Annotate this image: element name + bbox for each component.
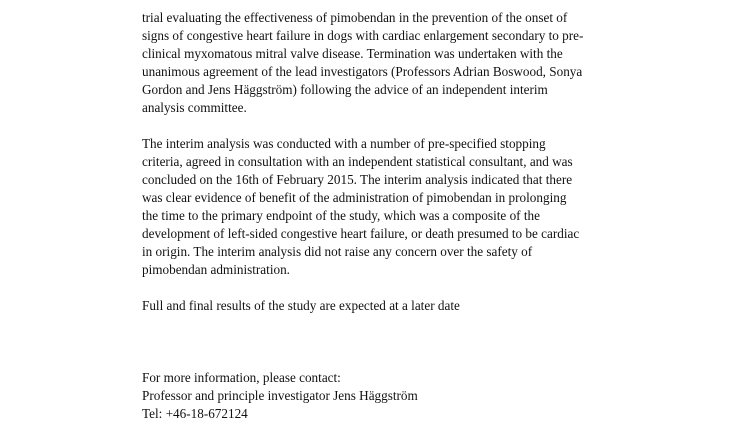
- paragraph-line: in origin. The interim analysis did not raise any concern over the safety of: [142, 244, 533, 259]
- paragraph-spacer: [142, 279, 612, 297]
- document-page: [142, 0, 612, 423]
- paragraph-line: Full and final results of the study are expected at a later date: [142, 298, 460, 313]
- contact-phone: Tel: +46-18-672124: [142, 406, 248, 421]
- contact-heading: For more information, please contact:: [142, 370, 341, 385]
- paragraph-line: analysis committee.: [142, 100, 247, 115]
- paragraph-termination: [142, 9, 612, 117]
- contact-name: Professor and principle investigator Jens Häggström: [142, 388, 418, 403]
- section-spacer: [142, 315, 612, 369]
- paragraph-line: criteria, agreed in consultation with an independent statistical consultant, and was: [142, 154, 573, 169]
- paragraph-line: the time to the primary endpoint of the study, which was a composite of the: [142, 208, 540, 223]
- paragraph-line: concluded on the 16th of February 2015. The interim analysis indicated that there: [142, 172, 573, 187]
- paragraph-line: clinical myxomatous mitral valve disease. Termination was undertaken with the: [142, 46, 563, 61]
- top-partial-line: [142, 0, 612, 9]
- paragraph-line: trial evaluating the effectiveness of pimobendan in the prevention of the onset of: [142, 10, 568, 25]
- paragraph-line: development of left-sided congestive heart failure, or death presumed to be cardiac: [142, 226, 580, 241]
- paragraph-line: was clear evidence of benefit of the administration of pimobendan in prolonging: [142, 190, 567, 205]
- paragraph-line: Gordon and Jens Häggström) following the advice of an independent interim: [142, 82, 548, 97]
- contact-block: [142, 369, 612, 423]
- paragraph-line: The interim analysis was conducted with a number of pre-specified stopping: [142, 136, 546, 151]
- paragraph-final-results: [142, 297, 612, 315]
- paragraph-interim-analysis: [142, 135, 612, 279]
- paragraph-spacer: [142, 117, 612, 135]
- paragraph-line: unanimous agreement of the lead investigators (Professors Adrian Boswood, Sonya: [142, 64, 583, 79]
- paragraph-line: signs of congestive heart failure in dogs with cardiac enlargement secondary to pre-: [142, 28, 584, 43]
- paragraph-line: pimobendan administration.: [142, 262, 290, 277]
